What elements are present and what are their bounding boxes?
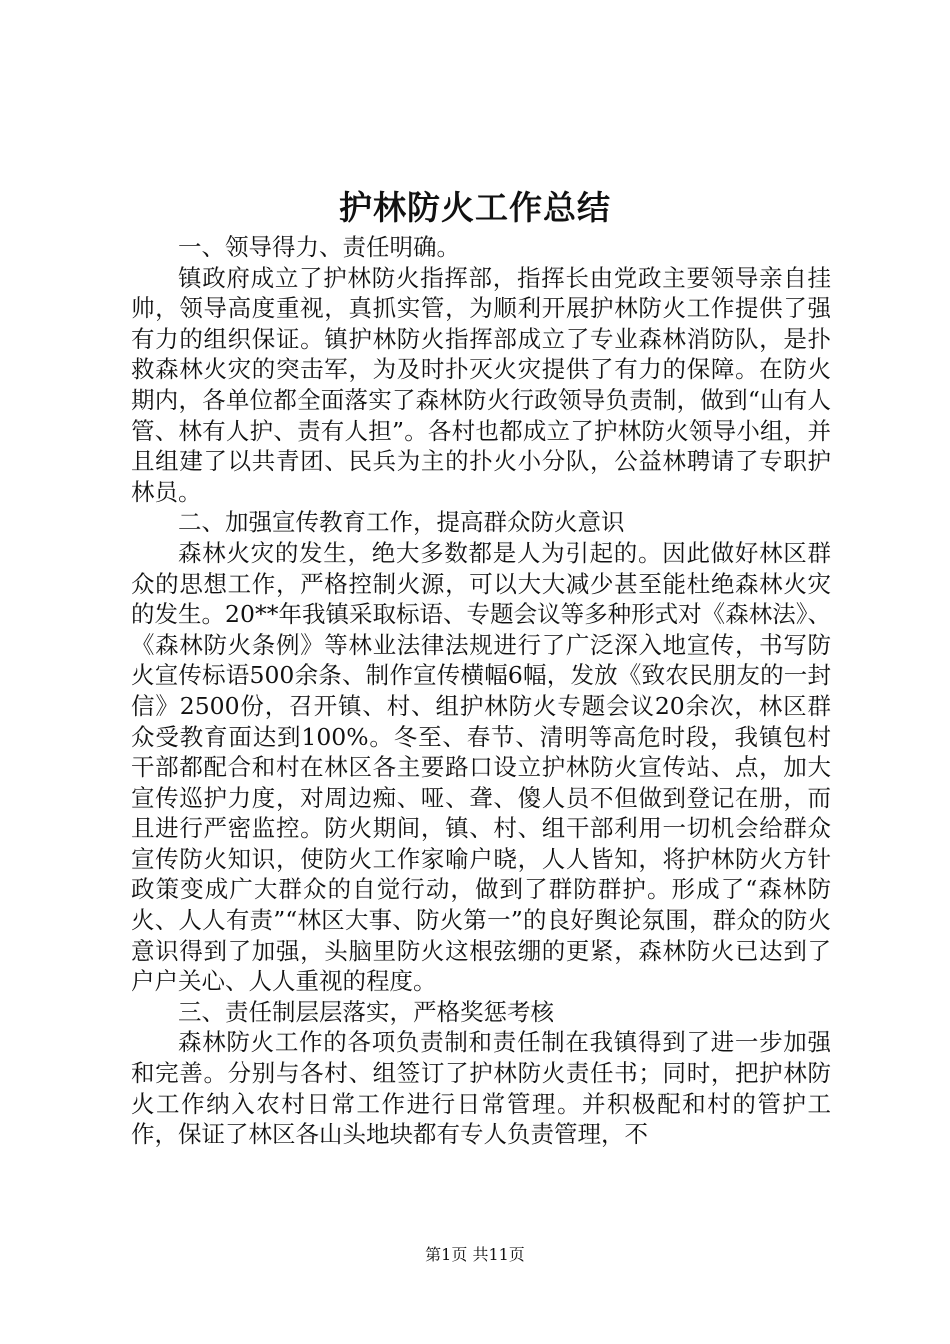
paragraph-2: 森林火灾的发生，绝大多数都是人为引起的。因此做好林区群众的思想工作，严格控制火源，可以大大减少甚至能杜绝森林火灾的发生。20**年我镇采取标语、专题会议等多种形式对《森林法》、《森林防火条例》等林业法律法规进行了广泛深入地宣传，书写防火宣传标语500余条、制作宣传横幅6幅，发放《致农民朋友的一封信》2500份，召开镇、村、组护林防火专题会议20余次，林区群众受教育面达到100%。冬至、春节、清明等高危时段，我镇包村干部都配合和村在林区各主要路口设立护林防火宣传站、点，加大宣传巡护力度，对周边痴、哑、聋、傻人员不但做到登记在册，而且进行严密监控。防火期间，镇、村、组干部利用一切机会给群众宣传防火知识，使防火工作家喻户晓，人人皆知，将护林防火方针政策变成广大群众的自觉行动，做到了群防群护。形成了“森林防火、人人有责”“林区大事、防火第一”的良好舆论氛围，群众的防火意识得到了加强，头脑里防火这根弦绷的更紧，森林防火已达到了户户关心、人人重视的程度。 — [131, 538, 831, 996]
document-body — [131, 232, 831, 1150]
section-heading-1: 一、领导得力、责任明确。 — [178, 233, 460, 261]
page-footer: 第1页 共11页 — [425, 1245, 525, 1264]
section-heading-3: 三、责任制层层落实，严格奖惩考核 — [178, 997, 554, 1026]
paragraph-3: 森林防火工作的各项负责制和责任制在我镇得到了进一步加强和完善。分别与各村、组签订了护林防火责任书；同时，把护林防火工作纳入农村日常工作进行日常管理。并积极配和村的管护工作，保证了林区各山头地块都有专人负责管理，不 — [131, 1028, 831, 1149]
document-title: 护林防火工作总结 — [339, 188, 611, 227]
paragraph-1: 镇政府成立了护林防火指挥部，指挥长由党政主要领导亲自挂帅，领导高度重视，真抓实管，为顺利开展护林防火工作提供了强有力的组织保证。镇护林防火指挥部成立了专业森林消防队，是扑救森林火灾的突击军，为及时扑灭火灾提供了有力的保障。在防火期内，各单位都全面落实了森林防火行政领导负责制，做到“山有人管、林有人护、责有人担”。各村也都成立了护林防火领导小组，并且组建了以共青团、民兵为主的扑火小分队，公益林聘请了专职护林员。 — [131, 263, 831, 506]
section-heading-2: 二、加强宣传教育工作，提高群众防火意识 — [178, 508, 625, 537]
